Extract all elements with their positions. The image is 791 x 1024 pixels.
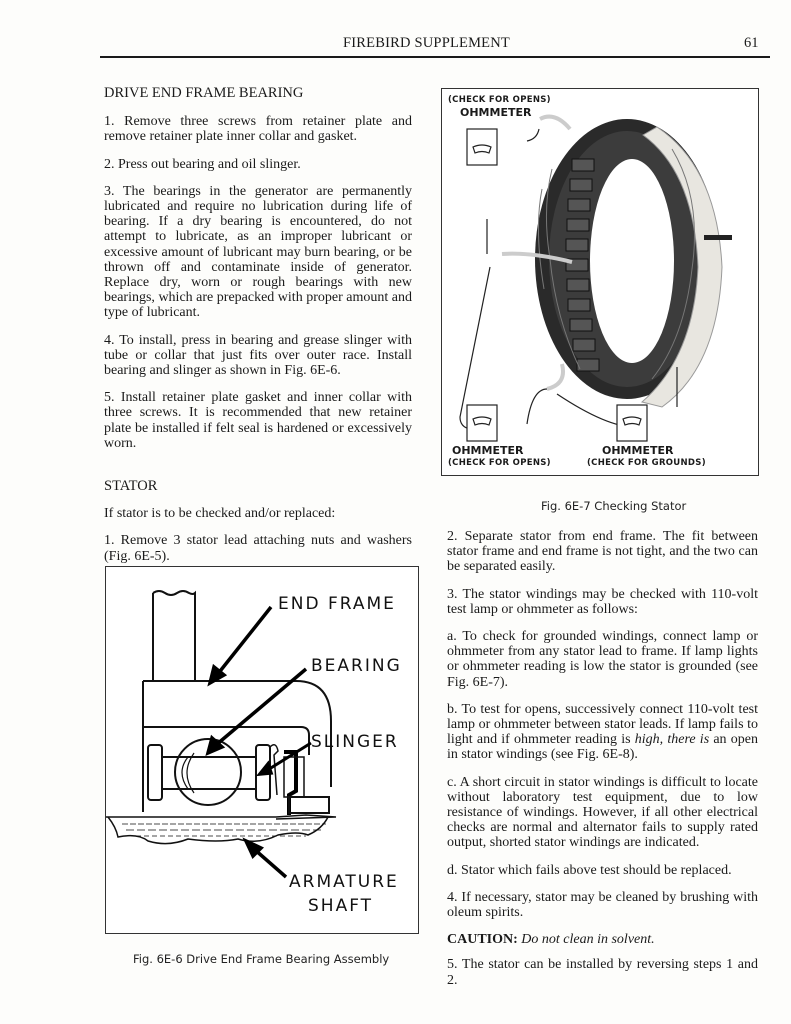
label-bearing: BEARING: [311, 656, 402, 676]
top-left-meter-subtitle: (CHECK FOR OPENS): [448, 95, 551, 105]
label-end-frame: END FRAME: [278, 594, 396, 614]
end-frame-leader: [217, 607, 271, 675]
left-column: [104, 86, 412, 564]
section-heading-stator: STATOR: [104, 478, 158, 495]
step-1: 1. Remove three screws from retainer plate and remove retainer plate inner collar and gasket.: [104, 114, 412, 145]
stator-photo-illustration: [442, 89, 758, 475]
page-number: 61: [744, 35, 759, 51]
label-shaft: SHAFT: [308, 896, 374, 916]
stator-step-1: 1. Remove 3 stator lead attaching nuts and washers (Fig. 6E-5).: [104, 533, 412, 564]
label-armature: ARMATURE: [289, 872, 399, 892]
stator-step-3a: a. To check for grounded windings, connect lamp or ohmmeter from any stator lead to frame. If lamp lights or ohmmeter reading is low the stator is grounded (see Fig. 6E-7).: [447, 629, 758, 690]
step-2: 2. Press out bearing and oil slinger.: [104, 156, 301, 172]
bottom-right-meter-title: OHMMETER: [602, 444, 674, 457]
caution-note: [447, 932, 758, 947]
caution-label: CAUTION:: [447, 932, 518, 948]
label-slinger: SLINGER: [311, 732, 399, 752]
bottom-left-meter-title: OHMMETER: [452, 444, 524, 457]
stator-step-3b: [447, 702, 758, 763]
bottom-left-meter-subtitle: (CHECK FOR OPENS): [448, 458, 551, 468]
running-header-title: FIREBIRD SUPPLEMENT: [343, 35, 510, 51]
step-4: 4. To install, press in bearing and grease slinger with tube or collar that just fits over outer race. Install bearing and slinger as shown in Fig. 6E-6.: [104, 332, 412, 379]
stator-ring: [535, 119, 732, 407]
stator-step-5: 5. The stator can be installed by reversing steps 1 and 2.: [447, 957, 758, 988]
armature-shaft-leader: [254, 849, 286, 877]
stator-step-3d: d. Stator which fails above test should be replaced.: [447, 862, 732, 878]
figure-6e6-caption: Fig. 6E-6 Drive End Frame Bearing Assembly: [133, 952, 390, 966]
step-3b-text-end: an open in stator windings (see Fig. 6E-8).: [447, 732, 758, 763]
frame-shaft-outline: [153, 591, 195, 681]
step-3: 3. The bearings in the generator are permanently lubricated and require no lubrication during life of bearing. If a dry bearing is encountered, do not attempt to lubricate, as an improper lubricant or excessive amount of lubricant may burn bearing, or be thrown off and contaminate inside of generator. Replace dry, worn or rough bearings with new bearings, which are prepacked with proper amount and type of lubricant.: [104, 183, 412, 321]
bottom-right-meter-subtitle: (CHECK FOR GROUNDS): [587, 458, 706, 468]
section-heading-drive-end-frame-bearing: DRIVE END FRAME BEARING: [104, 85, 304, 101]
header-rule: [100, 56, 770, 58]
top-left-meter-title: OHMMETER: [460, 106, 532, 119]
step-3b-text: b. To test for opens, successively connect 110-volt test lamp or ohmmeter between stator leads. If lamp fails to light and if ohmmeter reading is: [447, 701, 758, 748]
lead-wire-mid: [527, 389, 547, 424]
ohmmeter-top-left-body: [467, 129, 497, 165]
right-column: [447, 529, 758, 988]
step-5: 5. Install retainer plate gasket and inner collar with three screws. It is recommended that new retainer plate be installed if felt seal is hardened or excessively worn.: [104, 390, 412, 451]
figure-6e7-caption: Fig. 6E-7 Checking Stator: [541, 499, 687, 513]
figure-6e6-diagram: [105, 566, 419, 934]
figure-6e7-photo: [441, 88, 759, 476]
stator-intro: If stator is to be checked and/or replaced:: [104, 506, 336, 522]
step-3b-italic: high, there is: [634, 732, 710, 748]
stator-step-4: 4. If necessary, stator may be cleaned by brushing with oleum spirits.: [447, 889, 758, 921]
stator-step-3: 3. The stator windings may be checked with 110-volt test lamp or ohmmeter as follows:: [447, 586, 758, 617]
stator-step-3c: c. A short circuit in stator windings is difficult to locate without laboratory test equipment, due to low resistance of windings. However, if all other electrical checks are normal and alternator fails to supply rated output, shorted stator windings are indicated.: [447, 774, 758, 851]
stator-step-2: 2. Separate stator from end frame. The fit between stator frame and end frame is not tight, and the two can be separated easily.: [447, 529, 758, 575]
caution-text: Do not clean in solvent.: [521, 932, 655, 948]
